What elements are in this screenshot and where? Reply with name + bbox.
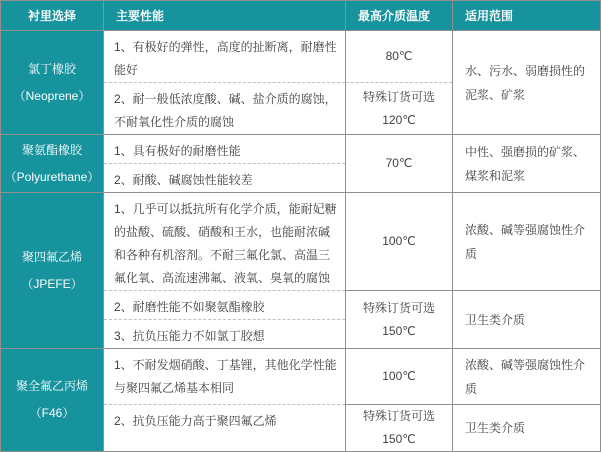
material-en-name: （JPEFE） [21,276,83,291]
range-cell: 浓酸、碱等强腐蚀性介质 [453,193,601,291]
performance-cell: 1、有极好的弹性，高度的扯断离，耐磨性能好 [104,31,346,83]
material-en-name: （Neoprene） [13,88,91,103]
performance-cell: 2、耐一般低浓度酸、碱、盐介质的腐蚀，不耐氧化性介质的腐蚀 [104,83,346,135]
temperature-cell: 80℃ [346,31,453,83]
material-cell-ptfe [1,193,104,349]
range-cell: 卫生类介质 [453,291,601,349]
temperature-cell [346,291,453,349]
performance-cell: 2、耐酸、碱腐蚀性能较差 [104,164,346,193]
performance-cell: 3、抗负压能力不如氯丁胶想 [104,320,346,349]
temperature-value: 120℃ [382,112,416,127]
temperature-cell [346,405,453,452]
temperature-value: 150℃ [382,432,416,446]
temperature-note: 特殊订货可选 [362,409,435,423]
range-cell: 水、污水、弱磨损性的泥浆、矿浆 [453,31,601,135]
header-row [1,1,601,31]
temperature-note: 特殊订货可选 [362,89,435,104]
range-cell: 中性、强磨损的矿浆、煤浆和泥浆 [453,135,601,193]
temperature-value: 150℃ [382,323,416,338]
material-cell-polyurethane [1,135,104,193]
temperature-cell: 100℃ [346,349,453,405]
material-en-name: （F46） [29,406,75,420]
col-header-lining: 衬里选择 [1,1,104,31]
col-header-range: 适用范围 [453,1,601,31]
performance-cell: 2、抗负压能力高于聚四氟乙烯 [104,405,346,452]
material-name: 氯丁橡胶 [27,61,76,76]
col-header-performance: 主要性能 [104,1,346,31]
material-name: 聚全氟乙丙烯 [15,379,88,393]
col-header-temperature: 最高介质温度 [346,1,453,31]
range-cell: 浓酸、碱等强腐蚀性介质 [453,349,601,405]
performance-cell: 2、耐磨性能不如聚氨酯橡胶 [104,291,346,320]
material-cell-f46 [1,349,104,452]
performance-cell: 1、几乎可以抵抗所有化学介质，能耐妃糖的盐酸、硫酸、硝酸和王水，也能耐浓碱和各种有机溶剂。不耐三氟化氯、高温三氟化氧、高流速沸氟、液氧、臭氧的腐蚀 [104,193,346,291]
temperature-cell [346,83,453,135]
material-name: 聚四氟乙烯 [21,249,82,264]
table-row [1,349,601,405]
table-row [1,135,601,164]
table-row [1,193,601,291]
table-row [1,31,601,83]
performance-cell: 1、具有极好的耐磨性能 [104,135,346,164]
material-name: 聚氨酯橡胶 [21,142,82,157]
temperature-cell: 100℃ [346,193,453,291]
material-cell-neoprene [1,31,104,135]
material-en-name: （Polyurethane） [4,169,100,184]
range-cell: 卫生类介质 [453,405,601,452]
temperature-cell: 70℃ [346,135,453,193]
performance-cell: 1、不耐发烟硝酸、丁基锂，其他化学性能与聚四氟乙烯基本相同 [104,349,346,405]
temperature-note: 特殊订货可选 [362,300,435,315]
